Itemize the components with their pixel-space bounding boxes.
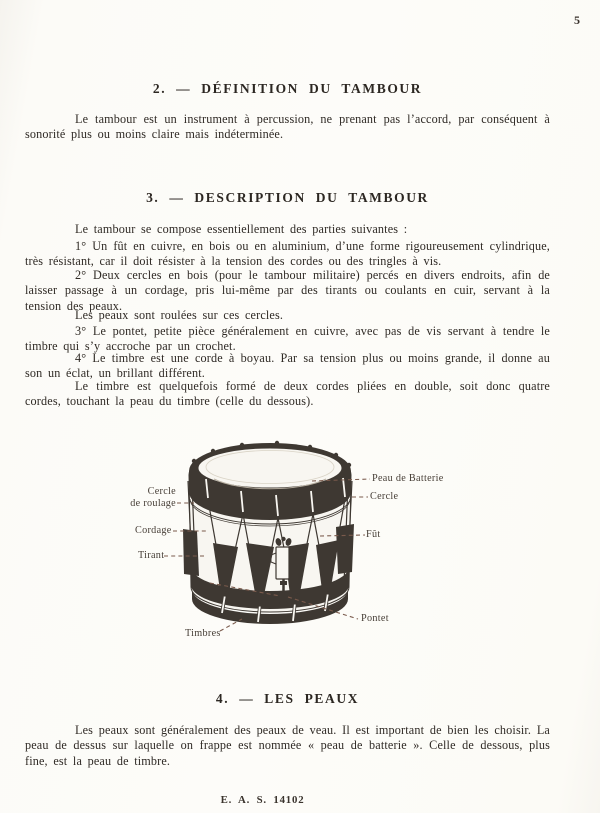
figure-label-cercle-de-roulage-line2: de roulage	[130, 497, 176, 509]
figure-label-tirant: Tirant	[138, 550, 165, 561]
figure-label-timbres: Timbres	[185, 628, 221, 639]
figure-label-cercle-de-roulage-line1: Cercle	[147, 486, 176, 497]
printer-mark: E. A. S. 14102	[220, 794, 305, 806]
paragraph-item-2: 2° Deux cercles en bois (pour le tambour militaire) percés en divers endroits, afin de laisser passage à un cordage, pris lui-même par des tirants ou coulants en cuir, servant à la tension des peaux.	[25, 268, 550, 313]
figure-label-fut: Fût	[366, 529, 381, 540]
section-heading-description: 3. — DESCRIPTION DU TAMBOUR	[146, 190, 429, 205]
figure-label-pontet: Pontet	[361, 613, 389, 624]
figure-label-peau-de-batterie: Peau de Batterie	[372, 473, 444, 484]
paragraph-item-4: 4° Le timbre est une corde à boyau. Par sa tension plus ou moins grande, il donne au son un éclat, un brillant différent.	[25, 351, 550, 381]
drum-illustration	[130, 435, 470, 651]
section-heading-les-peaux: 4. — LES PEAUX	[215, 691, 360, 706]
paragraph-description-intro: Le tambour se compose essentiellement des parties suivantes :	[75, 222, 408, 237]
paragraph-item-3: 3° Le pontet, petite pièce généralement en cuivre, avec pas de vis servant à tendre le timbre qui s’y accroche par un crochet.	[25, 324, 550, 354]
page-number: 5	[574, 13, 580, 27]
paragraph-note-timbre: Le timbre est quelquefois formé de deux cordes pliées en double, soit donc quatre cordes, touchant la peau du timbre (celle du dessous).	[25, 379, 550, 409]
paragraph-item-1: 1° Un fût en cuivre, en bois ou en aluminium, d’une forme rigoureusement cylindrique, très résistant, car il doit résister à la tension des cordes ou des tringles à vis.	[25, 239, 550, 269]
paragraph-note-peaux: Les peaux sont roulées sur ces cercles.	[75, 308, 284, 323]
figure-label-cercle: Cercle	[370, 491, 399, 502]
figure-label-cercle-de-roulage	[130, 486, 176, 509]
paragraph-definition: Le tambour est un instrument à percussion, ne prenant pas l’accord, par conséquent à sonorité plus ou moins claire mais indéterminée.	[25, 112, 550, 142]
drum-figure	[130, 435, 470, 651]
paragraph-les-peaux: Les peaux sont généralement des peaux de veau. Il est important de bien les choisir. La peau de dessus sur laquelle on frappe est nommée « peau de batterie ». Celle de dessous, plus fine, est la peau de timbre.	[25, 723, 550, 768]
figure-label-cordage: Cordage	[135, 525, 172, 536]
section-heading-definition: 2. — DÉFINITION DU TAMBOUR	[152, 81, 423, 96]
